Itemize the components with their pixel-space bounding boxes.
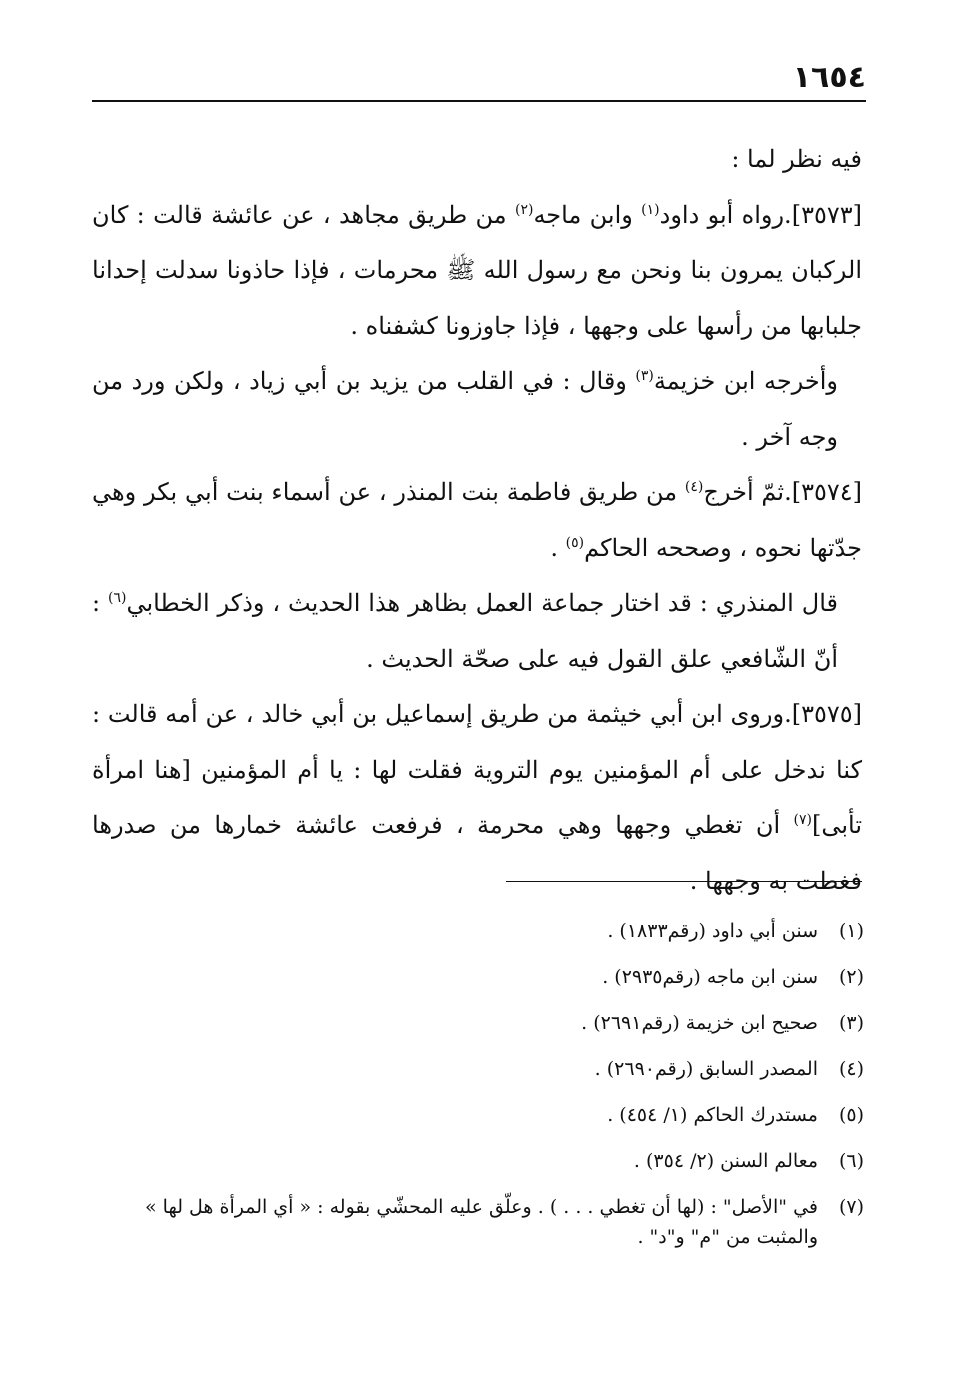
footnote [92,1184,864,1252]
footnote-ref-3: (٣) [635,368,654,384]
footnote-text: معالم السنن (٢/ ٣٥٤) . [633,1150,818,1172]
footnote [92,954,864,1000]
footnote [92,1046,864,1092]
paragraph-ibn-khuzaymah: وأخرجه ابن خزيمة$^{(٣)}$ وقال : في القلب من يزيد بن أبي زياد ، ولكن ورد من وجه آخر . [92,367,838,451]
footnote-ref-1: (١) [641,201,660,218]
footnote-number: (٦) [838,1150,864,1172]
paragraph-mundhiri: قال المنذري : قد اختار جماعة العمل بظاهر هذا الحديث ، وذكر الخطابي$^{(٦)}$ : أنّ الشّافعي علق القول فيه على صحّة الحديث . [92,589,838,673]
paragraph-3574: [٣٥٧٤].ثمّ أخرج$^{(٤)}$ من طريق فاطمة بنت المنذر ، عن أسماء بنت أبي بكر وهي جدّتها نحوه ، وصححه الحاكم$^{(٥)}$ . [92,478,863,562]
footnote-number: (٤) [838,1058,864,1080]
footnote-text: سنن أبي داود (رقم١٨٣٣) . [607,920,818,942]
footnote-number: (٥) [838,1104,864,1126]
paragraph-3573: [٣٥٧٣].رواه أبو داود$^{(١)}$ وابن ماجه$^{(٢)}$ من طريق مجاهد ، عن عائشة قالت : كان الركبان يمرون بنا ونحن مع رسول الله ﷺ محرمات ، فإذا حاذونا سدلت إحدانا جلبابها من رأسها على وجهها ، فإذا جاوزونا كشفناه . [92,200,862,340]
footnote-ref-7: (٧) [793,812,812,828]
footnote-ref-4: (٤) [684,479,704,495]
footnote-rule [506,881,862,882]
main-text [92,132,862,909]
footnote-text: مستدرك الحاكم (١/ ٤٥٤) . [607,1104,818,1126]
paragraph-3575: [٣٥٧٥].وروى ابن أبي خيثمة من طريق إسماعيل بن أبي خالد ، عن أمه قالت : كنا ندخل على أم المؤمنين يوم التروية فقلت لها : يا أم المؤمنين [هنا امرأة تأبى]$^{(٧)}$ أن تغطي وجهها وهي محرمة ، فرفعت عائشة خمارها من صدرها فغطت به وجهها . [92,700,862,895]
footnote-number: (٢) [838,966,864,988]
footnotes [92,908,864,1252]
footnote-ref-6: (٦) [108,590,127,606]
footnote-ref-2: (٢) [514,201,534,218]
footnote-text: في "الأصل" : (لها أن تغطي . . . ) . وعلّق عليه المحشّي بقوله : « أي المرأة هل لها » والمثبت من "م" و"د" . [145,1196,818,1248]
footnote-number: (٧) [838,1196,864,1218]
footnote-number: (١) [838,920,864,942]
footnote-ref-5: (٥) [565,534,585,551]
header-rule [92,100,866,102]
footnote [92,1092,864,1138]
footnote [92,1138,864,1184]
footnote-text: سنن ابن ماجه (رقم٢٩٣٥) . [602,966,818,988]
footnote-text: صحيح ابن خزيمة (رقم٢٦٩١) . [581,1012,818,1034]
footnote-number: (٣) [838,1012,864,1034]
paragraph-intro: فيه نظر لما : [731,145,862,173]
footnote-text: المصدر السابق (رقم٢٦٩٠) . [594,1058,818,1080]
footnote [92,908,864,954]
footnote [92,1000,864,1046]
page-number: ١٦٥٤ [792,60,866,95]
